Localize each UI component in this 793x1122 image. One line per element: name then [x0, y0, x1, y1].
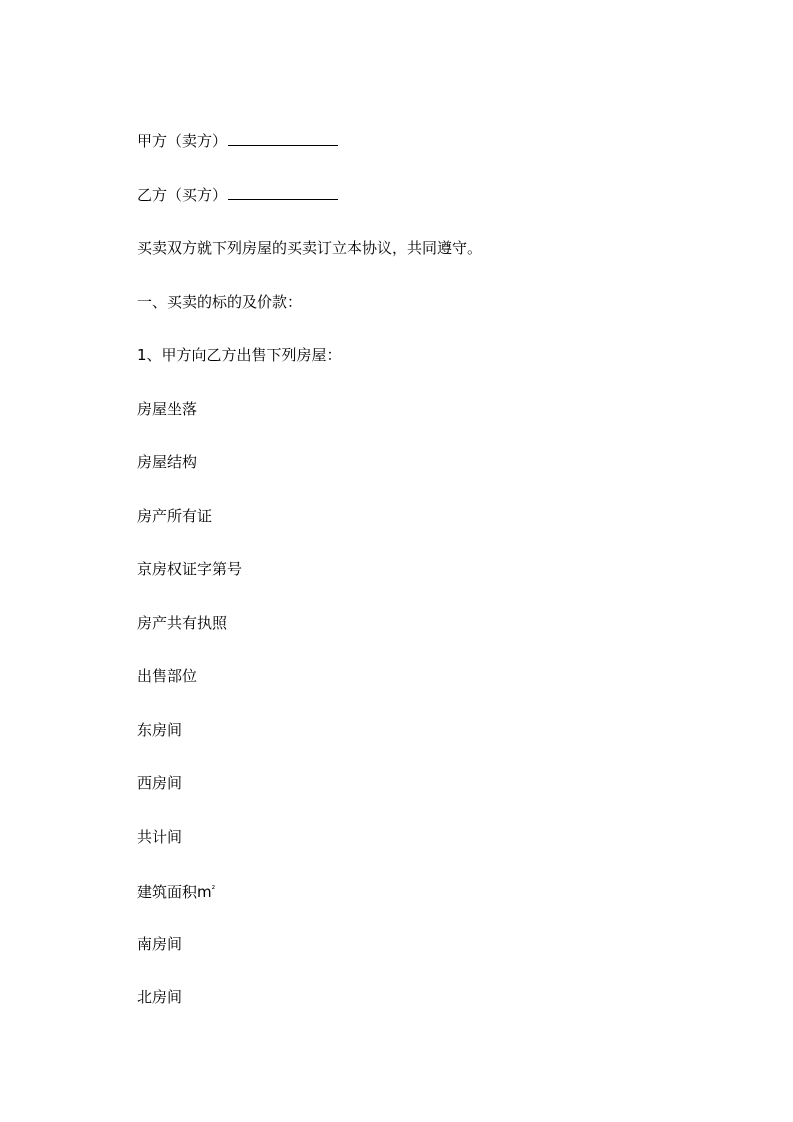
field-co-ownership-license: 房产共有执照: [137, 613, 228, 632]
field-building-area: [137, 879, 697, 933]
section-1-heading: 一、买卖的标的及价款：: [137, 292, 303, 311]
area-unit-superscript: ²: [211, 885, 216, 895]
party-a-label: 甲方（卖方）: [137, 132, 228, 150]
party-b-label: 乙方（买方）: [137, 185, 228, 204]
field-total-rooms: 共计间: [137, 827, 183, 846]
party-a-line: [137, 130, 697, 184]
field-house-structure: 房屋结构: [137, 453, 198, 471]
field-east-rooms: 东房间: [137, 720, 183, 739]
field-property-certificate: 房产所有证: [137, 506, 213, 525]
field-south-rooms: 南房间: [137, 934, 183, 953]
party-a-blank: [228, 130, 338, 146]
field-west-rooms: 西房间: [137, 774, 183, 792]
party-b-blank: [228, 184, 338, 200]
field-certificate-number: 京房权证字第号: [137, 560, 243, 578]
field-north-rooms: 北房间: [137, 988, 183, 1006]
field-house-location: 房屋坐落: [137, 399, 198, 418]
clause-1: 1、甲方向乙方出售下列房屋：: [137, 346, 342, 364]
party-b-line: [137, 184, 697, 238]
field-sale-portion: 出售部位: [137, 667, 198, 685]
intro-paragraph: 买卖双方就下列房屋的买卖订立本协议，共同遵守。: [137, 239, 483, 257]
contract-body: [137, 130, 697, 1040]
building-area-label: 建筑面积m: [137, 883, 212, 901]
